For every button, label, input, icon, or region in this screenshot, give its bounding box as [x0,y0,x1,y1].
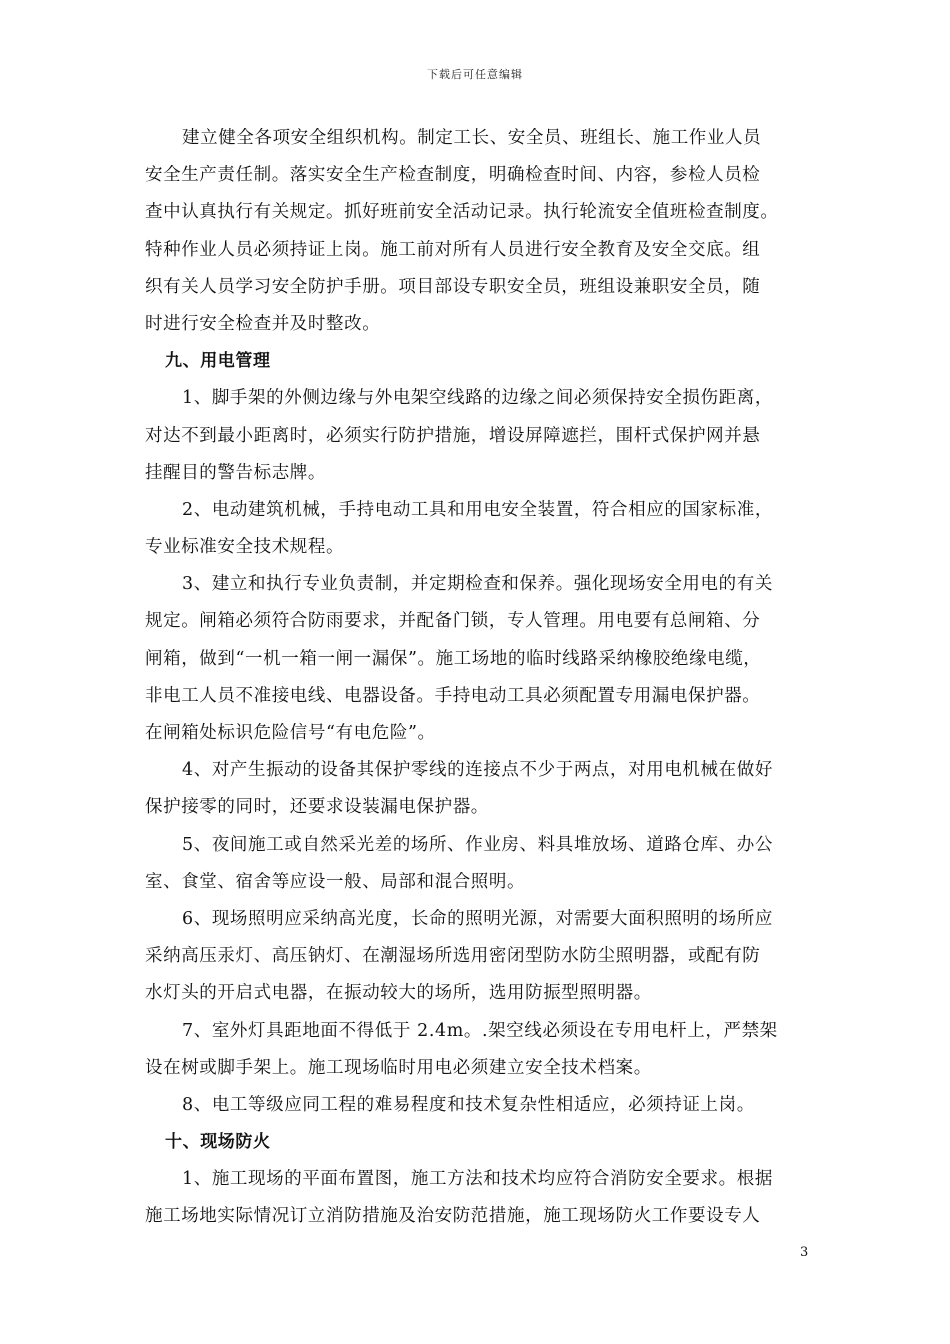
text-line: 专业标准安全技术规程。 [145,537,345,558]
text-line: 5、夜间施工或自然采光差的场所、作业房、料具堆放场、道路仓库、办公 [182,834,773,855]
text-line: 室、食堂、宿舍等应设一般、局部和混合照明。 [145,871,526,892]
text-line: 1、脚手架的外侧边缘与外电架空线路的边缘之间必须保持安全损伤距离， [182,388,773,409]
text-line: 4、对产生振动的设备其保护零线的连接点不少于两点，对用电机械在做好 [182,760,773,781]
page-number: 3 [800,1245,809,1260]
text-line: 8、电工等级应同工程的难易程度和技术复杂性相适应，必须持证上岗。 [182,1094,755,1115]
page-header: 下载后可任意编辑 [427,68,523,81]
text-line: 安全生产责任制。落实安全生产检查制度，明确检查时间、内容，参检人员检 [145,165,761,186]
text-line: 挂醒目的警告标志牌。 [145,462,326,483]
text-line: 采纳高压汞灯、高压钠灯、在潮湿场所选用密闭型防水防尘照明器，或配有防 [145,946,761,967]
text-line: 7、室外灯具距地面不得低于 2.4m。.架空线必须设在专用电杆上，严禁架 [182,1020,778,1041]
document-body [145,120,810,1236]
text-line: 查中认真执行有关规定。抓好班前安全活动记录。执行轮流安全值班检查制度。 [145,202,779,223]
text-line: 非电工人员不准接电线、电器设备。手持电动工具必须配置专用漏电保护器。 [145,685,761,706]
text-line: 6、现场照明应采纳高光度，长命的照明光源，对需要大面积照明的场所应 [182,908,773,929]
text-line: 施工场地实际情况订立消防措施及治安防范措施，施工现场防火工作要设专人 [145,1206,761,1227]
text-line: 1、施工现场的平面布置图，施工方法和技术均应符合消防安全要求。根据 [182,1169,773,1190]
text-line: 水灯头的开启式电器，在振动较大的场所，选用防振型照明器。 [145,983,652,1004]
text-line: 特种作业人员必须持证上岗。施工前对所有人员进行安全教育及安全交底。组 [145,239,761,260]
text-line: 织有关人员学习安全防护手册。项目部设专职安全员，班组设兼职安全员，随 [145,276,761,297]
text-line: 保护接零的同时，还要求设装漏电保护器。 [145,797,489,818]
text-line: 规定。闸箱必须符合防雨要求，并配备门锁，专人管理。用电要有总闸箱、分 [145,611,761,632]
section-heading: 十、现场防火 [165,1132,271,1153]
text-line: 2、电动建筑机械，手持电动工具和用电安全装置，符合相应的国家标准， [182,499,773,520]
text-line: 对达不到最小距离时，必须实行防护措施，增设屏障遮拦，围杆式保护网并悬 [145,425,761,446]
text-line: 在闸箱处标识危险信号“有电危险”。 [145,723,436,743]
text-line: 时进行安全检查并及时整改。 [145,313,381,334]
section-heading: 九、用电管理 [165,351,271,372]
text-line: 闸箱，做到“一机一箱一闸一漏保”。施工场地的临时线路采纳橡胶绝缘电缆， [145,648,762,669]
text-line: 3、建立和执行专业负责制，并定期检查和保养。强化现场安全用电的有关 [182,574,773,595]
text-line: 设在树或脚手架上。施工现场临时用电必须建立安全技术档案。 [145,1057,652,1078]
text-line: 建立健全各项安全组织机构。制定工长、安全员、班组长、施工作业人员 [182,128,762,148]
